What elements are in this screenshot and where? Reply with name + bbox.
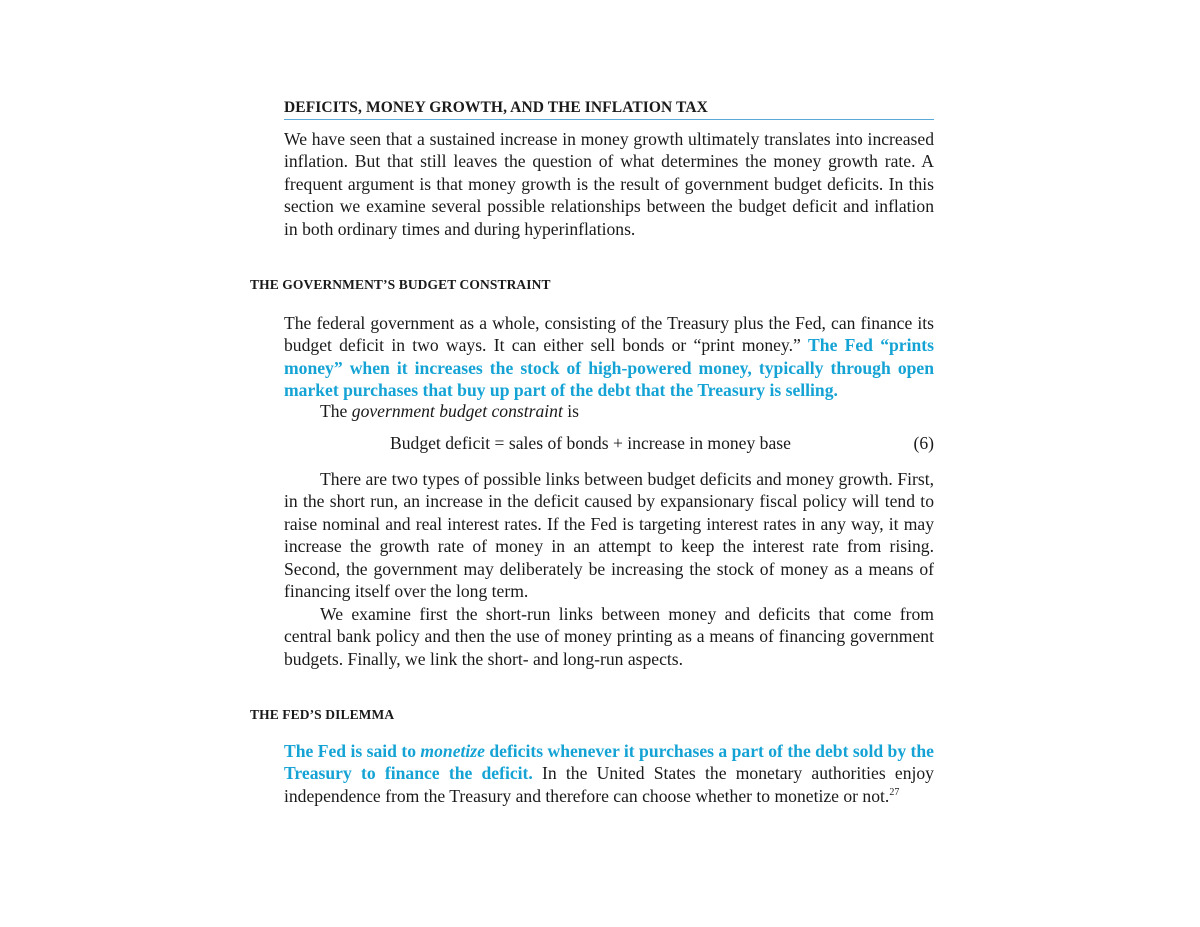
italic-term: monetize — [420, 741, 485, 761]
paragraph-text: The — [320, 401, 352, 421]
highlighted-definition: The Fed “prints money” when it increases the stock of high-powered money, typically through open market purchases that buy up part of the debt that the Treasury is selling. — [284, 335, 934, 401]
budget-constraint-paragraph-1 — [284, 312, 934, 402]
highlight-text: The Fed is said to — [284, 741, 421, 761]
section-title: DEFICITS, MONEY GROWTH, AND THE INFLATION TAX — [284, 99, 934, 120]
fed-dilemma-heading: THE FED’S DILEMMA — [250, 707, 395, 722]
budget-constraint-paragraph-3: There are two types of possible links between budget deficits and money growth. First, in the short run, an increase in the deficit caused by expansionary fiscal policy will tend to raise nominal and real interest rates. If the Fed is targeting interest rates in any way, it may increase the growth rate of money in an attempt to keep the interest rate from rising. Second, the government may deliberately be increasing the stock of money as a means of financing itself over the long term. — [284, 469, 934, 602]
paragraph-text: In the United States the monetary authorities enjoy independence from the Treasury and therefore can choose whether to monetize or not. — [284, 763, 934, 806]
intro-paragraph: We have seen that a sustained increase in money growth ultimately translates into increased inflation. But that still leaves the question of what determines the money growth rate. A frequent argument is that money growth is the result of government budget deficits. In this section we examine several possible relationships between the budget deficit and inflation in both ordinary times and during hyperinflations. — [284, 129, 934, 239]
footnote-marker[interactable]: 27 — [889, 786, 900, 798]
budget-constraint-heading: THE GOVERNMENT’S BUDGET CONSTRAINT — [250, 277, 551, 292]
fed-dilemma-paragraph — [284, 740, 934, 807]
budget-constraint-paragraph-2 — [284, 400, 934, 422]
paragraph-text: The federal government as a whole, consisting of the Treasury plus the Fed, can finance its budget deficit in two ways. It can either sell bonds or “print money.” — [284, 313, 934, 356]
highlight-text: deficits whenever it purchases a part of the debt sold by the Treasury to finance the deficit. — [284, 741, 934, 784]
equation-number: (6) — [913, 433, 934, 453]
budget-constraint-paragraph-4: We examine first the short-run links between money and deficits that come from central bank policy and then the use of money printing as a means of financing government budgets. Finally, we link the short- and long-run aspects. — [284, 604, 934, 669]
italic-term: government budget constraint — [351, 401, 563, 421]
equation-text: Budget deficit = sales of bonds + increase in money base — [390, 433, 791, 453]
equation — [284, 433, 934, 457]
paragraph-text: is — [562, 401, 579, 421]
